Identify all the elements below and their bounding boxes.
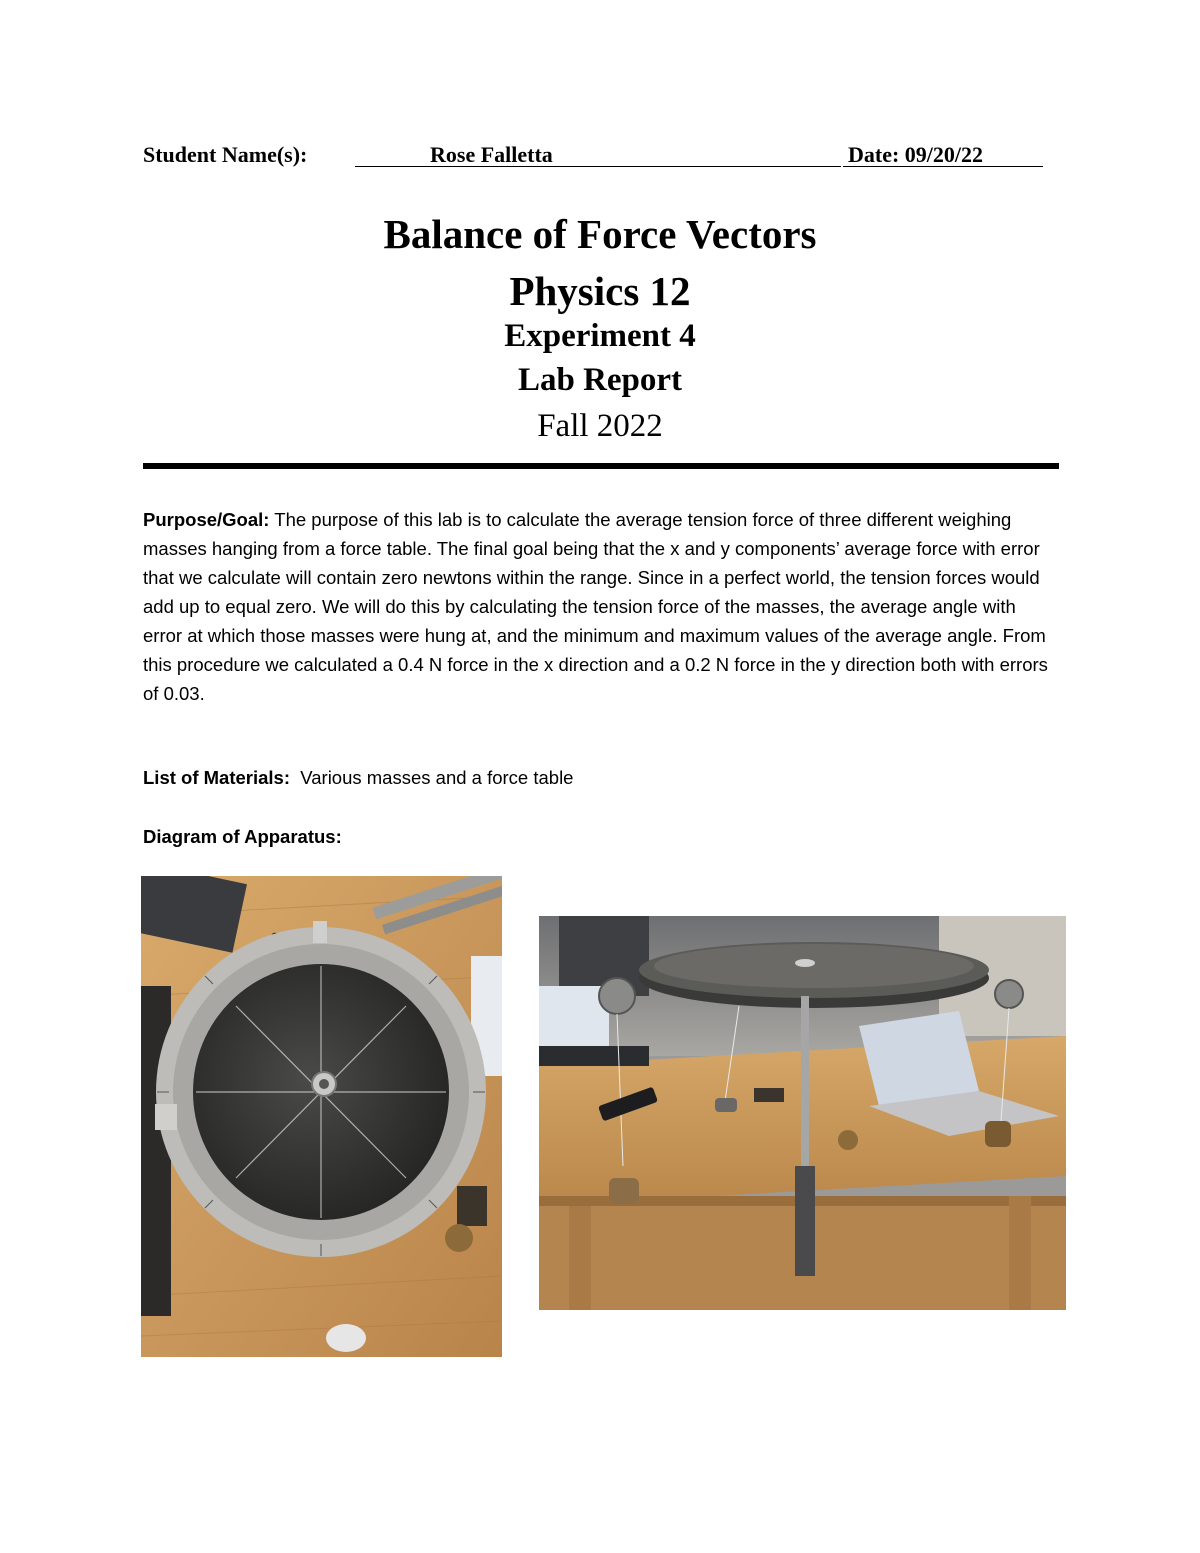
report-title: Balance of Force Vectors xyxy=(383,211,817,257)
force-table-top-photo xyxy=(141,876,502,1357)
report-type: Lab Report xyxy=(517,362,683,398)
materials-text: Various masses and a force table xyxy=(300,767,574,788)
semester: Fall 2022 xyxy=(537,408,663,444)
materials-label: List of Materials: xyxy=(143,767,290,788)
purpose-section xyxy=(143,505,1059,708)
title-divider xyxy=(143,463,1059,469)
force-table-side-illustration xyxy=(539,916,1066,1310)
force-table-top-illustration xyxy=(141,876,502,1357)
student-name-field xyxy=(355,142,841,167)
student-name-label: Student Name(s): xyxy=(143,142,308,167)
purpose-label: Purpose/Goal: xyxy=(143,509,270,530)
diagram-section xyxy=(143,822,1059,851)
header-row xyxy=(143,142,1058,176)
diagram-label: Diagram of Apparatus: xyxy=(143,826,342,847)
date-underline xyxy=(843,166,1043,167)
purpose-text: The purpose of this lab is to calculate the average tension force of three different weighing masses hanging from a force table. The final goal being that the x and y components’ average force with error that we calculate will contain zero newtons within the range. Since in a perfect world, the tension forces would add up to equal zero. We will do this by calculating the tension force of the masses, the average angle with error at which those masses were hung at, and the minimum and maximum values of the average angle. From this procedure we calculated a 0.4 N force in the x direction and a 0.2 N force in the y direction both with errors of 0.03. xyxy=(143,509,1048,704)
experiment-number: Experiment 4 xyxy=(504,318,696,354)
course-title: Physics 12 xyxy=(509,268,691,314)
date-label: Date: 09/20/22 xyxy=(848,142,984,167)
force-table-side-photo xyxy=(539,916,1066,1310)
student-name-value: Rose Falletta xyxy=(430,142,553,167)
materials-section xyxy=(143,763,1059,792)
